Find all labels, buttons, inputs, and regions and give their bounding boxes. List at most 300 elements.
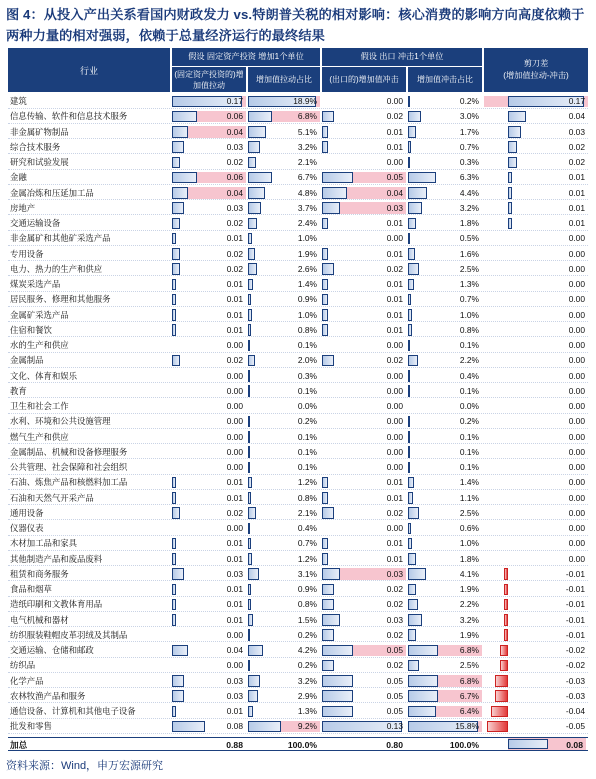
value-shock-pct: 0.8% [459, 324, 479, 335]
cell-shock [322, 507, 406, 519]
table-row [8, 414, 588, 429]
value-pull: 0.02 [226, 263, 243, 274]
bar-pull [172, 157, 180, 169]
value-shock-pct: 15.8% [455, 721, 479, 732]
value-diff: 0.00 [568, 462, 585, 472]
bar-shock [322, 614, 340, 626]
cell-pull [172, 568, 246, 580]
value-pull: 0.03 [226, 675, 243, 686]
cell-shock [322, 385, 406, 397]
industry-name: 专用设备 [10, 248, 44, 259]
table-row [8, 155, 588, 170]
bar-pull-pct [248, 645, 263, 657]
cell-shock-pct [408, 462, 482, 474]
cell-pull-pct [248, 126, 320, 138]
cell-shock [322, 690, 406, 702]
cell-shock-pct [408, 96, 482, 108]
cell-pull [172, 462, 246, 474]
cell-pull-pct [248, 675, 320, 687]
value-pull: 0.01 [226, 584, 243, 594]
value-pull: 0.06 [226, 172, 243, 183]
value-pull: 0.01 [226, 492, 243, 503]
bar-shock [322, 324, 328, 336]
value-pull-pct: 2.1% [297, 507, 317, 518]
value-shock-pct: 0.1% [459, 340, 479, 350]
bar-pull-pct [248, 263, 257, 275]
bar-pull-pct [248, 660, 250, 672]
header-col-shock-pct: 增加值冲击占比 [408, 67, 482, 92]
bar-pull-pct [248, 477, 252, 489]
industry-name: 仪器仪表 [10, 523, 44, 533]
industry-name: 文化、体育和娱乐 [10, 370, 77, 381]
table-row [8, 262, 588, 277]
cell-shock [322, 553, 406, 565]
bar-shock-pct [408, 187, 427, 199]
bar-diff [508, 157, 517, 169]
value-pull-pct: 6.8% [297, 111, 317, 122]
industry-name: 石油、炼焦产品和核燃料加工品 [10, 477, 128, 488]
cell-pull-pct [248, 401, 320, 413]
industry-name: 非金属矿和其他矿采选产品 [10, 233, 111, 244]
cell-pull-pct [248, 507, 320, 519]
industry-name: 燃气生产和供应 [10, 431, 69, 442]
cell-shock-pct [408, 477, 482, 489]
cell-shock-pct [408, 675, 482, 687]
value-pull-pct: 1.0% [297, 309, 317, 320]
value-shock: 0.05 [386, 675, 403, 686]
cell-diff [484, 279, 588, 291]
value-diff: 0.01 [568, 187, 585, 198]
bar-shock-pct [408, 675, 438, 687]
table-row [8, 186, 588, 201]
bar-diff [504, 584, 508, 596]
bar-pull [172, 645, 188, 657]
bar-pull [172, 248, 180, 260]
value-shock: 0.03 [386, 614, 403, 625]
cell-shock-pct [408, 401, 482, 413]
cell-shock [322, 324, 406, 336]
bar-pull-pct [248, 690, 258, 702]
value-shock: 0.01 [386, 248, 403, 259]
cell-pull-pct [248, 294, 320, 306]
value-diff: 0.00 [568, 309, 585, 320]
value-shock-pct: 0.7% [459, 141, 479, 152]
bar-pull-pct [248, 462, 250, 474]
cell-shock-pct [408, 157, 482, 169]
bar-shock-pct [408, 218, 416, 230]
cell-pull [172, 538, 246, 550]
table-row [8, 109, 588, 124]
value-pull: 0.02 [226, 355, 243, 366]
value-pull-pct: 2.6% [297, 263, 317, 274]
cell-pull [172, 446, 246, 458]
bar-pull [172, 599, 176, 611]
cell-shock [322, 706, 406, 718]
cell-shock [322, 599, 406, 611]
value-shock: 0.01 [386, 309, 403, 320]
value-diff: 0.00 [568, 279, 585, 289]
value-shock-pct: 0.2% [459, 416, 479, 427]
value-diff: -0.01 [565, 614, 585, 625]
cell-pull-pct [248, 96, 320, 108]
bar-pull-pct [248, 233, 252, 245]
header-industry: 行业 [8, 48, 170, 92]
value-pull: 0.01 [226, 614, 243, 625]
cell-diff [484, 584, 588, 596]
value-shock: 0.04 [386, 187, 403, 198]
bar-shock [322, 263, 334, 275]
industry-name: 居民服务、修理和其他服务 [10, 294, 111, 305]
bar-pull-pct [248, 126, 266, 138]
cell-pull-pct [248, 416, 320, 428]
value-shock-pct: 3.0% [459, 111, 479, 122]
value-diff: 0.00 [568, 385, 585, 396]
value-diff: 0.00 [568, 446, 585, 457]
bar-shock [322, 492, 328, 504]
bar-pull [172, 553, 176, 565]
bar-shock-pct [408, 96, 410, 108]
industry-name: 租赁和商务服务 [10, 568, 69, 579]
industry-name: 纺织服装鞋帽皮革羽绒及其制品 [10, 629, 128, 640]
bar-pull [172, 294, 176, 306]
value-pull: 0.01 [226, 294, 243, 305]
bar-pull [172, 721, 205, 733]
cell-pull-pct [248, 385, 320, 397]
cell-shock-pct [408, 370, 482, 382]
bar-shock-pct [408, 629, 416, 641]
value-pull-pct: 4.8% [297, 187, 317, 198]
cell-diff [484, 446, 588, 458]
bar-pull [172, 218, 180, 230]
value-shock-pct: 6.4% [459, 706, 479, 716]
value-pull: 0.03 [226, 202, 243, 213]
value-shock: 0.03 [386, 202, 403, 213]
industry-name: 信息传输、软件和信息技术服务 [10, 111, 128, 122]
industry-name: 卫生和社会工作 [10, 401, 69, 411]
cell-pull-pct [248, 690, 320, 702]
value-diff: 0.00 [568, 431, 585, 442]
cell-pull-pct [248, 584, 320, 596]
value-pull-pct: 0.2% [297, 416, 317, 427]
cell-shock-pct [408, 507, 482, 519]
cell-shock [322, 233, 406, 245]
bar-diff [508, 187, 512, 199]
cell-pull-pct [248, 629, 320, 641]
cell-shock-pct [408, 568, 482, 580]
data-table [8, 48, 588, 750]
value-diff: 0.00 [568, 401, 585, 411]
cell-diff [484, 431, 588, 443]
bar-pull [172, 675, 184, 687]
cell-diff [484, 645, 588, 657]
value-shock-pct: 4.1% [459, 568, 479, 579]
value-pull-pct: 0.7% [297, 538, 317, 549]
bar-shock [322, 675, 353, 687]
bar-pull-pct [248, 553, 252, 565]
table-row [8, 308, 588, 323]
value-pull-pct: 3.2% [297, 141, 317, 152]
table-row [8, 140, 588, 155]
cell-diff [484, 324, 588, 336]
value-shock-pct: 1.9% [459, 629, 479, 640]
bar-shock-pct [408, 294, 411, 306]
bar-shock-pct [408, 492, 413, 504]
value-diff: -0.04 [565, 706, 585, 716]
cell-diff [484, 538, 588, 550]
value-pull: 0.04 [226, 187, 243, 198]
cell-shock-pct [408, 660, 482, 672]
bar-shock-pct [408, 431, 410, 443]
value-pull-pct: 0.8% [297, 599, 317, 610]
value-shock-pct: 1.6% [459, 248, 479, 259]
bar-shock-pct [408, 599, 418, 611]
table-row [8, 597, 588, 612]
cell-shock [322, 141, 406, 153]
bar-shock [322, 584, 334, 596]
bar-diff [504, 568, 508, 580]
value-pull: 0.01 [226, 324, 243, 335]
value-diff: 0.03 [568, 126, 585, 137]
industry-name: 住宿和餐饮 [10, 324, 52, 335]
value-shock-pct: 3.2% [459, 614, 479, 625]
table-row [8, 430, 588, 445]
bar-shock [322, 218, 328, 230]
value-pull-pct: 3.1% [297, 568, 317, 579]
value-shock-pct: 0.7% [459, 294, 479, 305]
table-row [8, 216, 588, 231]
bar-shock [322, 279, 328, 291]
bar-diff [508, 218, 512, 230]
bar-shock-pct [408, 340, 410, 352]
value-pull: 0.03 [226, 568, 243, 579]
value-shock-pct: 0.6% [459, 523, 479, 533]
cell-pull [172, 721, 246, 733]
bar-pull [172, 187, 188, 199]
cell-shock-pct [408, 584, 482, 596]
cell-pull-pct [248, 492, 320, 504]
cell-shock [322, 294, 406, 306]
bar-diff [491, 706, 508, 718]
industry-name: 交通运输设备 [10, 218, 61, 228]
value-diff: 0.00 [568, 538, 585, 549]
value-pull-pct: 18.9% [293, 96, 317, 106]
table-header [8, 48, 588, 92]
value-pull: 0.02 [226, 248, 243, 259]
cell-pull-pct [248, 660, 320, 672]
value-shock-pct: 6.8% [459, 675, 479, 686]
bar-diff [508, 111, 526, 123]
cell-shock-pct [408, 279, 482, 291]
cell-diff [484, 721, 588, 733]
table-row [8, 567, 588, 582]
value-diff: -0.03 [565, 690, 585, 701]
bar-pull-pct [248, 157, 256, 169]
value-diff: 0.04 [568, 111, 585, 122]
bar-pull [172, 538, 176, 550]
cell-pull [172, 340, 246, 352]
cell-shock [322, 523, 406, 535]
value-shock: 0.03 [386, 568, 403, 579]
value-shock-pct: 1.7% [459, 126, 479, 137]
bar-shock-pct [408, 233, 410, 245]
value-diff: -0.03 [565, 675, 585, 686]
cell-shock [322, 462, 406, 474]
value-pull: 0.01 [226, 553, 243, 564]
cell-shock [322, 172, 406, 184]
table-row [8, 231, 588, 246]
cell-pull [172, 385, 246, 397]
value-shock-pct: 0.1% [459, 385, 479, 396]
value-pull-pct: 0.4% [297, 523, 317, 533]
value-pull-pct: 0.9% [297, 584, 317, 594]
bar-pull-pct [248, 507, 256, 519]
bar-pull-pct [248, 340, 250, 352]
cell-shock-pct [408, 233, 482, 245]
cell-shock-pct [408, 431, 482, 443]
industry-name: 水利、环境和公共设施管理 [10, 416, 111, 427]
bar-pull-pct [248, 187, 265, 199]
cell-pull-pct [248, 477, 320, 489]
bar-shock [322, 599, 334, 611]
table-row [8, 353, 588, 368]
cell-diff [484, 401, 588, 413]
bar-pull-pct [248, 324, 251, 336]
value-pull: 0.04 [226, 645, 243, 655]
table-row [8, 521, 588, 536]
bar-pull-pct [248, 599, 251, 611]
cell-pull [172, 660, 246, 672]
value-shock-pct: 1.8% [459, 218, 479, 228]
cell-pull-pct [248, 568, 320, 580]
value-shock-pct: 2.5% [459, 660, 479, 671]
table-row [8, 399, 588, 414]
bar-pull [172, 233, 176, 245]
bar-shock [322, 187, 347, 199]
value-pull: 0.00 [226, 370, 243, 381]
value-diff: 0.00 [568, 233, 585, 244]
source-note: 资料来源：Wind，申万宏源研究 [6, 760, 164, 772]
cell-shock [322, 538, 406, 550]
total-pull: 0.88 [226, 739, 243, 750]
value-shock-pct: 0.3% [459, 157, 479, 167]
table-row [8, 491, 588, 506]
bar-shock-pct [408, 263, 419, 275]
cell-shock-pct [408, 690, 482, 702]
value-shock-pct: 0.1% [459, 431, 479, 442]
cell-pull [172, 507, 246, 519]
industry-name: 金属制品、机械和设备修理服务 [10, 446, 128, 457]
table-row [8, 658, 588, 673]
value-shock: 0.01 [386, 218, 403, 228]
value-shock-pct: 3.2% [459, 202, 479, 213]
cell-shock-pct [408, 706, 482, 718]
cell-shock-pct [408, 538, 482, 550]
cell-shock [322, 370, 406, 382]
cell-diff [484, 507, 588, 519]
cell-pull-pct [248, 340, 320, 352]
value-shock: 0.01 [386, 279, 403, 289]
value-pull: 0.17 [226, 96, 243, 106]
cell-shock [322, 218, 406, 230]
value-diff: 0.00 [568, 340, 585, 350]
cell-pull-pct [248, 462, 320, 474]
cell-pull-pct [248, 645, 320, 657]
total-diff: 0.08 [566, 739, 583, 750]
bar-shock-pct [408, 706, 436, 718]
cell-pull [172, 187, 246, 199]
cell-pull [172, 111, 246, 123]
cell-diff [484, 141, 588, 153]
value-diff: 0.02 [568, 157, 585, 167]
bar-pull-pct [248, 172, 272, 184]
bar-pull-pct [248, 614, 253, 626]
bar-shock-pct [408, 141, 411, 153]
cell-shock [322, 721, 406, 733]
table-row [8, 475, 588, 490]
total-pull-pct: 100.0% [287, 739, 317, 750]
bar-shock-pct [408, 126, 416, 138]
value-pull-pct: 0.3% [297, 370, 317, 381]
industry-name: 电力、热力的生产和供应 [10, 263, 103, 274]
bar-shock-pct [408, 385, 410, 397]
cell-diff [484, 309, 588, 321]
cell-diff [484, 599, 588, 611]
value-diff: 0.00 [568, 324, 585, 335]
bar-pull-pct [248, 370, 250, 382]
cell-diff [484, 202, 588, 214]
cell-shock-pct [408, 248, 482, 260]
bar-shock [322, 706, 353, 718]
cell-diff [484, 157, 588, 169]
cell-shock-pct [408, 385, 482, 397]
cell-shock [322, 263, 406, 275]
bar-pull-pct [248, 202, 261, 214]
value-diff: 0.00 [568, 523, 585, 533]
bar-pull [172, 690, 184, 702]
value-shock: 0.00 [386, 523, 403, 533]
cell-shock-pct [408, 111, 482, 123]
cell-shock-pct [408, 141, 482, 153]
bar-pull-pct [248, 111, 272, 123]
cell-pull-pct [248, 309, 320, 321]
table-row [8, 582, 588, 597]
cell-diff [484, 690, 588, 702]
industry-name: 通信设备、计算机和其他电子设备 [10, 706, 136, 716]
bar-shock [322, 309, 328, 321]
bar-diff [504, 599, 508, 611]
value-diff: 0.00 [568, 507, 585, 518]
cell-shock-pct [408, 523, 482, 535]
industry-name: 造纸印刷和文教体育用品 [10, 599, 103, 610]
value-shock: 0.00 [386, 370, 403, 381]
value-shock: 0.01 [386, 477, 403, 488]
value-pull: 0.03 [226, 141, 243, 152]
value-pull: 0.00 [226, 431, 243, 442]
bar-shock [322, 294, 328, 306]
value-shock: 0.02 [386, 111, 403, 122]
cell-shock-pct [408, 309, 482, 321]
value-pull-pct: 5.1% [297, 126, 317, 137]
value-pull: 0.02 [226, 218, 243, 228]
value-shock: 0.00 [386, 416, 403, 427]
industry-name: 水的生产和供应 [10, 340, 69, 350]
value-shock-pct: 1.3% [459, 279, 479, 289]
value-pull-pct: 0.8% [297, 324, 317, 335]
value-pull-pct: 0.1% [297, 340, 317, 350]
cell-diff [484, 675, 588, 687]
bar-shock-pct [408, 614, 422, 626]
cell-pull [172, 629, 246, 641]
